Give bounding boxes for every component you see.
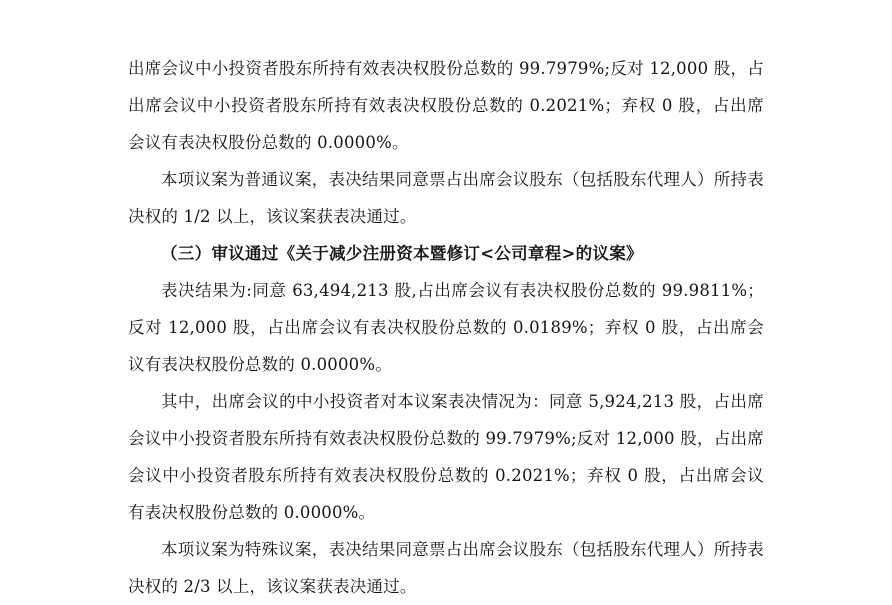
paragraph-voting-minority-continued: 出席会议中小投资者股东所持有效表决权股份总数的 99.7979%;反对 12,000 股，占出席会议中小投资者股东所持有效表决权股份总数的 0.2021%；弃权 0 股，占出席会议有表决权股份总数的 0.0000%。 bbox=[128, 59, 764, 152]
paragraph-minority-investors-item-three: 其中，出席会议的中小投资者对本议案表决情况为：同意 5,924,213 股，占出席会议中小投资者股东所持有效表决权股份总数的 99.7979%;反对 12,000 股，占出席会议中小投资者股东所持有效表决权股份总数的 0.2021%；弃权 0 股，占出席会议有表决权股份总数的 0.0000%。 bbox=[128, 392, 764, 522]
paragraph-ordinary-resolution-result: 本项议案为普通议案，表决结果同意票占出席会议股东（包括股东代理人）所持表决权的 1/2 以上，该议案获表决通过。 bbox=[128, 170, 764, 226]
heading-item-three: （三）审议通过《关于减少注册资本暨修订<公司章程>的议案》 bbox=[161, 244, 643, 263]
document-content bbox=[128, 50, 764, 605]
paragraph-voting-result-item-three: 表决结果为:同意 63,494,213 股,占出席会议有表决权股份总数的 99.9811%；反对 12,000 股，占出席会议有表决权股份总数的 0.0189%；弃权 0 股，占出席会议有表决权股份总数的 0.0000%。 bbox=[128, 281, 764, 374]
paragraph-special-resolution-result: 本项议案为特殊议案，表决结果同意票占出席会议股东（包括股东代理人）所持表决权的 2/3 以上，该议案获表决通过。 bbox=[128, 540, 764, 596]
